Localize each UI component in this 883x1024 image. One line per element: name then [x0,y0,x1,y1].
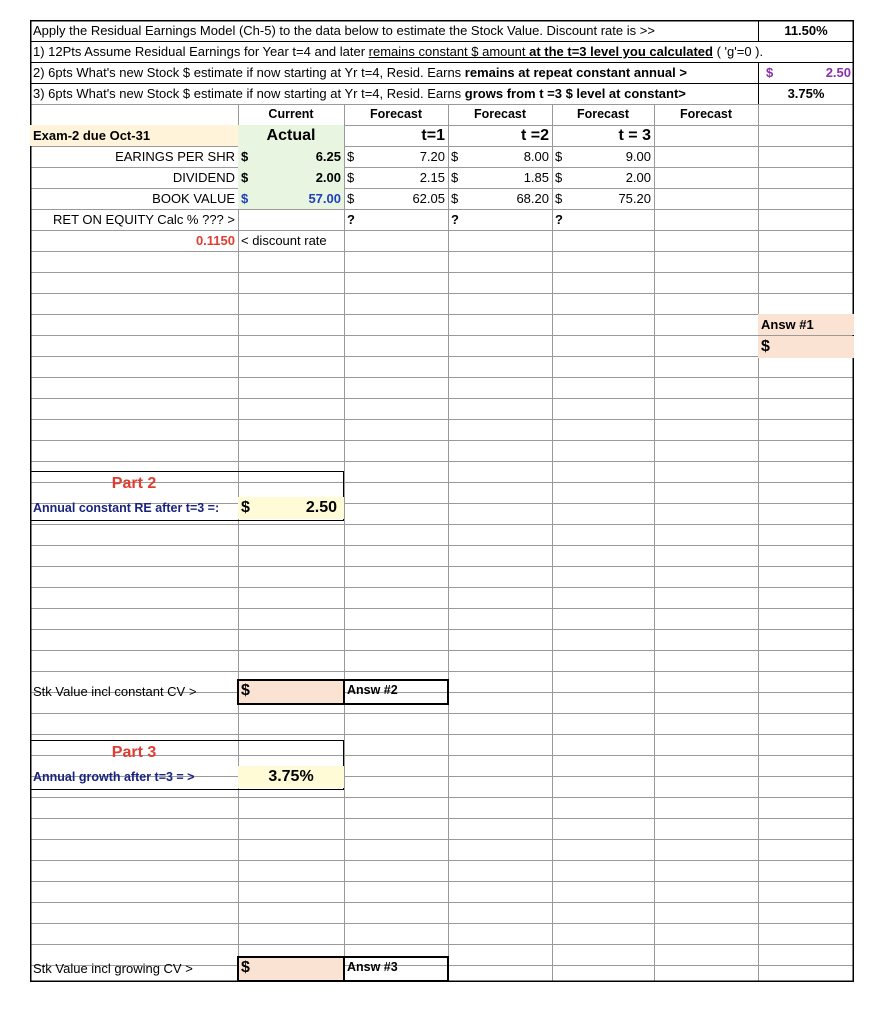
roe-t3-question[interactable]: ? [555,212,563,227]
eps-t3-value: 9.00 [625,149,651,164]
dollar-sign: $ [241,191,249,206]
t2-heading: t =2 [520,127,549,144]
part2-stk-input[interactable]: $ [238,680,344,704]
bv-current-value: 57.00 [308,191,341,206]
dollar-sign: $ [347,191,355,206]
bv-t1-value: 62.05 [412,191,445,206]
col-forecast-4: Forecast [679,107,733,121]
part2-header-dollar: $ [766,65,774,80]
spreadsheet [30,20,854,982]
roe-label: RET ON EQUITY Calc % ??? > [53,212,235,227]
instruction-line-3: 3) 6pts What's new Stock $ estimate if now starting at Yr t=4, Resid. Earns grows from t =3 $ level at constant> [33,86,686,101]
bv-label: BOOK VALUE [152,191,235,206]
part3-stk-label: Stk Value incl growing CV > [33,961,193,976]
part3-title: Part 3 [111,744,157,761]
eps-current[interactable] [238,146,344,167]
div-current[interactable] [238,167,344,188]
answer-3-label: Answ #3 [344,957,448,981]
dollar-sign: $ [451,170,459,185]
dollar-sign: $ [555,191,563,206]
eps-t1[interactable] [344,146,448,167]
dollar-sign: $ [555,149,563,164]
col-forecast-1: Forecast [369,107,423,121]
answer-1-label: Answ #1 [758,314,854,335]
dollar-sign: $ [451,191,459,206]
instruction-line-1: 1) 12Pts Assume Residual Earnings for Year t=4 and later remains constant $ amount at the t=3 level you calculated ( 'g'=0 ). [33,44,764,59]
eps-current-value: 6.25 [315,149,341,164]
t3-heading: t = 3 [618,127,651,144]
part2-value: 2.50 [305,499,337,516]
part3-input[interactable]: 3.75% [238,766,344,788]
dollar-sign: $ [241,499,250,516]
dollar-sign: $ [347,170,355,185]
div-t1-value: 2.15 [419,170,445,185]
bv-t3[interactable] [552,188,654,209]
div-t3-value: 2.00 [625,170,651,185]
instruction-line-2: 2) 6pts What's new Stock $ estimate if now starting at Yr t=4, Resid. Earns remains at repeat constant annual > [33,65,687,80]
part3-label: Annual growth after t=3 = > [33,770,195,784]
eps-label: EARINGS PER SHR [115,149,235,164]
part2-stk-label: Stk Value incl constant CV > [33,684,197,699]
eps-t3[interactable] [552,146,654,167]
div-current-value: 2.00 [315,170,341,185]
exam-label: Exam-2 due Oct-31 [30,125,238,146]
col-forecast-2: Forecast [473,107,527,121]
col-current: Current [268,107,314,121]
dollar-sign: $ [347,149,355,164]
roe-t1-question[interactable]: ? [347,212,355,227]
discount-rate-note: < discount rate [241,233,327,248]
instruction-line-0: Apply the Residual Earnings Model (Ch-5) to the data below to estimate the Stock Value. Discount rate is >> [33,23,655,38]
col-forecast-3: Forecast [576,107,630,121]
answer-2-label: Answ #2 [344,680,448,704]
actual-heading: Actual [238,125,344,146]
dollar-sign: $ [241,170,249,185]
eps-t2-value: 8.00 [523,149,549,164]
div-label: DIVIDEND [172,170,235,185]
div-t3[interactable] [552,167,654,188]
bv-t1[interactable] [344,188,448,209]
part3-header-value[interactable]: 3.75% [787,86,825,101]
part2-header-value[interactable]: 2.50 [825,65,851,80]
discount-rate-value[interactable]: 0.1150 [195,233,235,248]
part2-title: Part 2 [111,475,157,492]
roe-t2-question[interactable]: ? [451,212,459,227]
bv-t2[interactable] [448,188,552,209]
eps-t1-value: 7.20 [419,149,445,164]
t1-heading: t=1 [421,127,445,144]
div-t1[interactable] [344,167,448,188]
eps-t2[interactable] [448,146,552,167]
dollar-sign: $ [241,149,249,164]
bv-t3-value: 75.20 [618,191,651,206]
div-t2-value: 1.85 [523,170,549,185]
dollar-sign: $ [451,149,459,164]
bv-current[interactable] [238,188,344,209]
div-t2[interactable] [448,167,552,188]
dollar-sign: $ [555,170,563,185]
part2-label: Annual constant RE after t=3 =: [33,501,220,515]
part2-input[interactable] [238,497,344,519]
discount-rate-header[interactable]: 11.50% [784,23,828,38]
part3-stk-input[interactable]: $ [238,957,344,981]
bv-t2-value: 68.20 [516,191,549,206]
answer-1-input[interactable]: $ [758,336,854,358]
